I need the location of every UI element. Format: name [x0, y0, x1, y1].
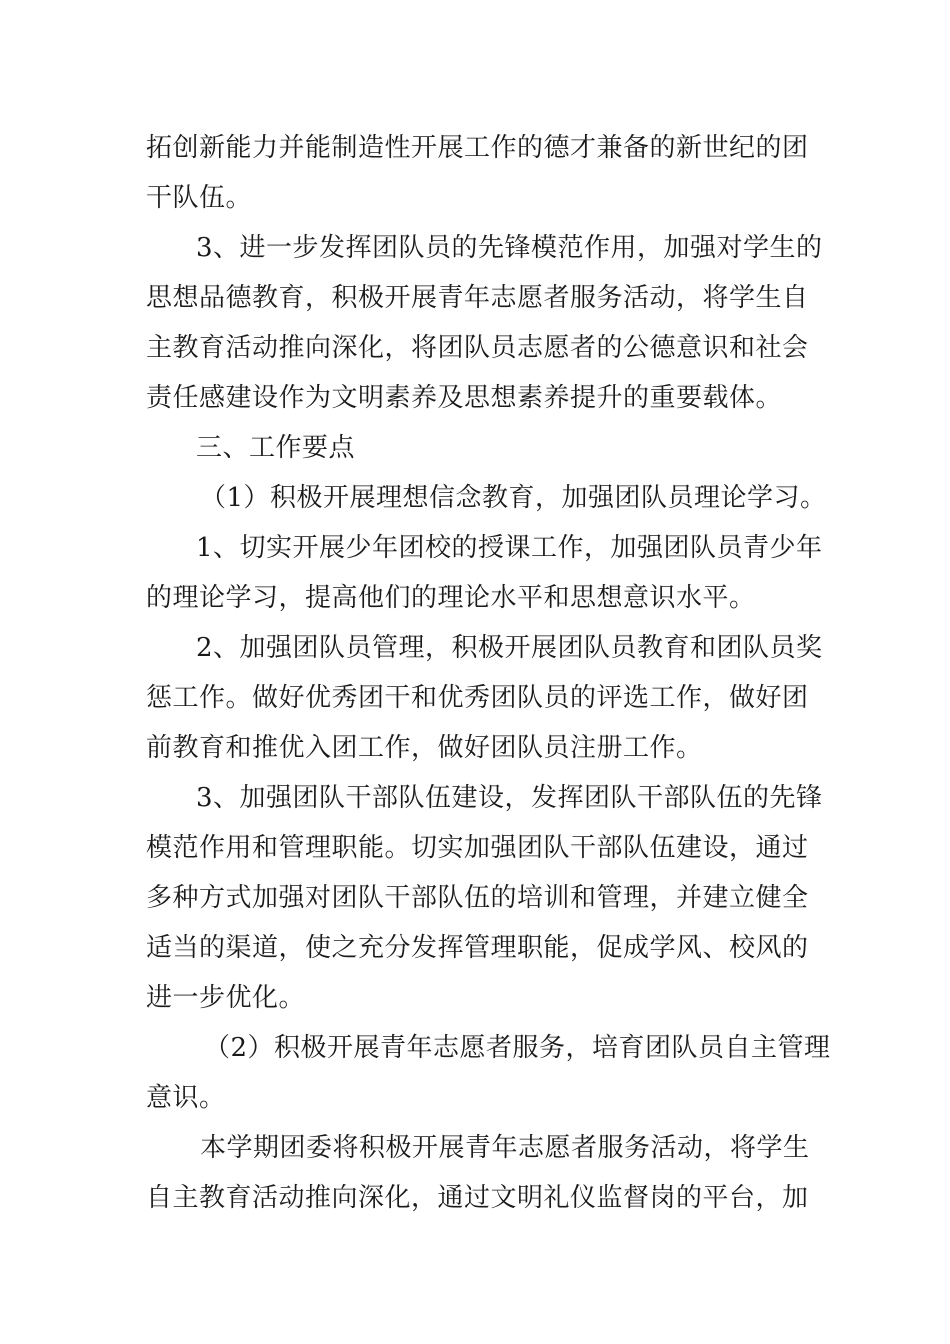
text-line: 思想品德教育，积极开展青年志愿者服务活动，将学生自 — [146, 283, 809, 313]
text-line: 多种方式加强对团队干部队伍的培训和管理，并建立健全 — [146, 883, 809, 913]
text-line: 模范作用和管理职能。切实加强团队干部队伍建设，通过 — [146, 833, 809, 863]
section-heading: 三、工作要点 — [196, 433, 356, 463]
text-line: 责任感建设作为文明素养及思想素养提升的重要载体。 — [146, 383, 783, 413]
text-line: 拓创新能力并能制造性开展工作的德才兼备的新世纪的团 — [146, 133, 809, 163]
text-line: 惩工作。做好优秀团干和优秀团队员的评选工作，做好团 — [146, 683, 809, 713]
text-line: 主教育活动推向深化，将团队员志愿者的公德意识和社会 — [146, 333, 809, 363]
text-line: 干队伍。 — [146, 183, 253, 213]
text-line: 自主教育活动推向深化，通过文明礼仪监督岗的平台，加 — [146, 1183, 809, 1213]
text-line: 意识。 — [146, 1083, 226, 1113]
text-line: 3、进一步发挥团队员的先锋模范作用，加强对学生的 — [196, 233, 823, 263]
text-line: 适当的渠道，使之充分发挥管理职能，促成学风、校风的 — [146, 933, 809, 963]
text-line: 的理论学习，提高他们的理论水平和思想意识水平。 — [146, 583, 756, 613]
subsection-heading: （2）积极开展青年志愿者服务，培育团队员自主管理 — [204, 1033, 831, 1063]
text-line: 进一步优化。 — [146, 983, 306, 1013]
subsection-heading: （1）积极开展理想信念教育，加强团队员理论学习。 — [200, 483, 827, 513]
text-line: 3、加强团队干部队伍建设，发挥团队干部队伍的先锋 — [196, 783, 823, 813]
text-line: 本学期团委将积极开展青年志愿者服务活动，将学生 — [200, 1133, 810, 1163]
text-line: 前教育和推优入团工作，做好团队员注册工作。 — [146, 733, 703, 763]
text-line: 2、加强团队员管理，积极开展团队员教育和团队员奖 — [196, 633, 823, 663]
text-line: 1、切实开展少年团校的授课工作，加强团队员青少年 — [196, 533, 823, 563]
